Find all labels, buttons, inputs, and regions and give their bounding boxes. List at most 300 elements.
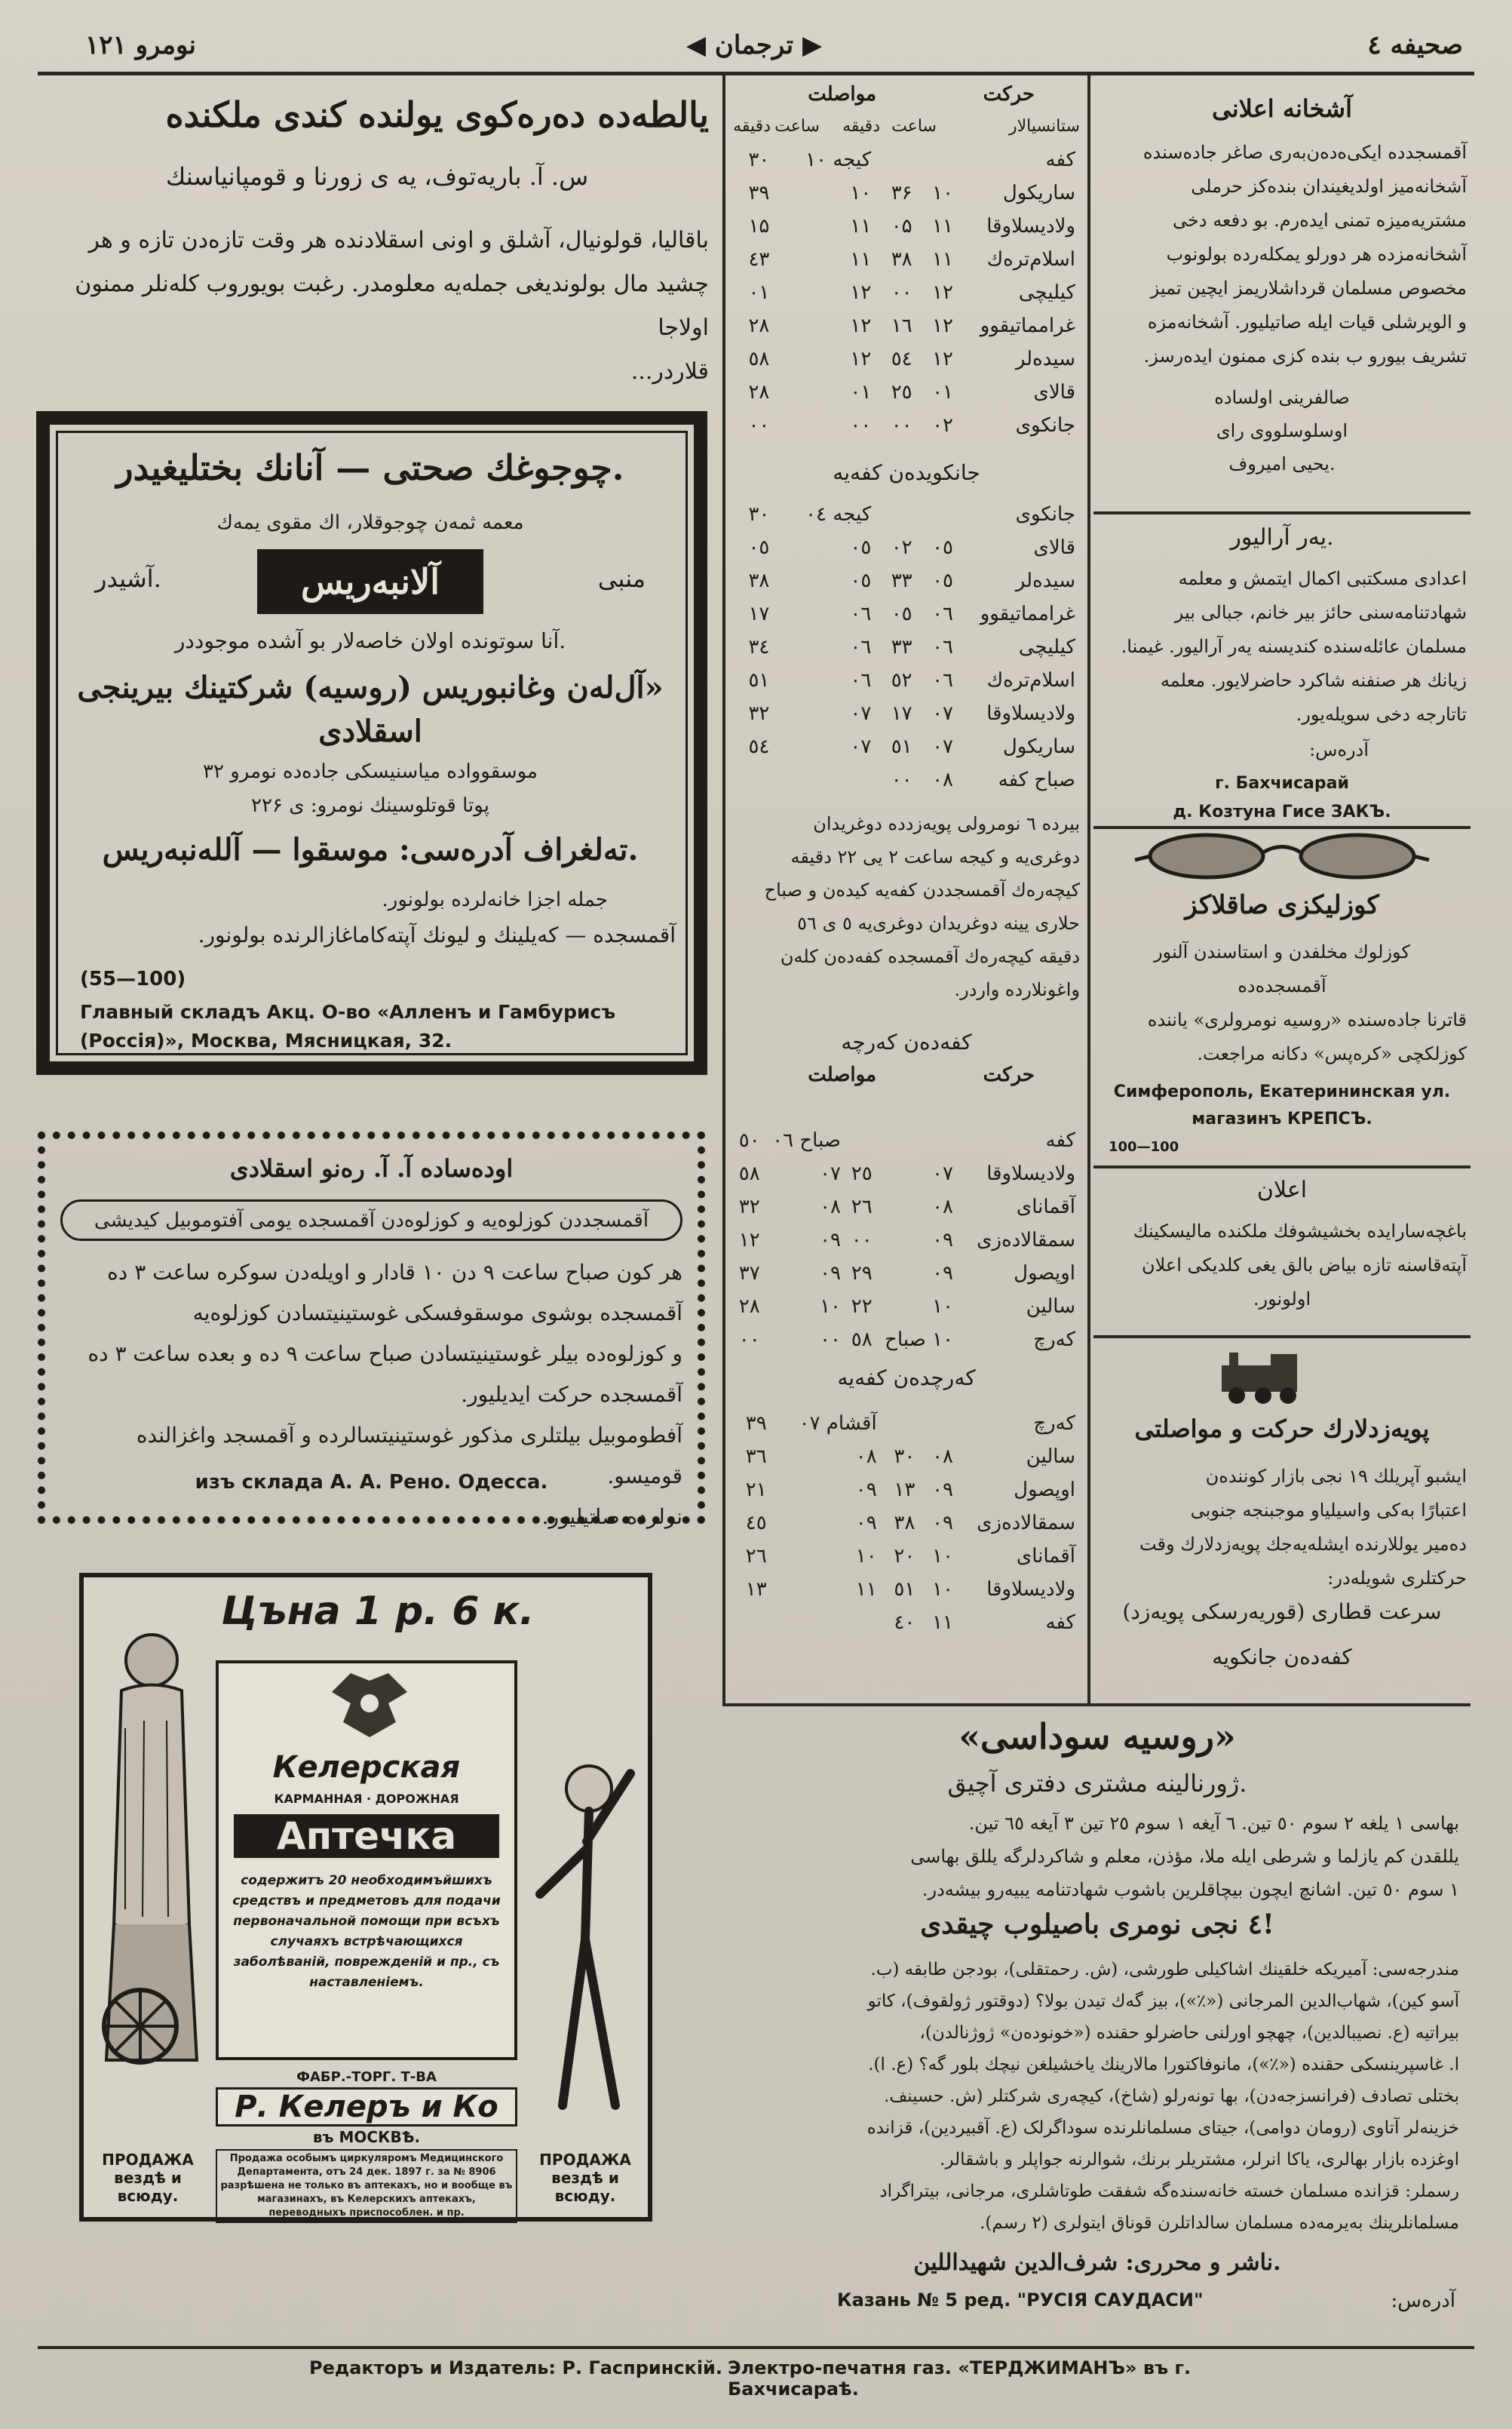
train-ad-line: دەمیر یوللارنده ایشله‌یه‌جك پویەزدلارك وقت — [1139, 1534, 1467, 1555]
teacher-address-line-1: г. Бахчисарай — [1215, 774, 1349, 793]
timetable-cell-station: قالای — [1033, 536, 1075, 559]
teacher-ad-line: اعدادی مسکتبی اکمال ایتمش و معلمه — [1178, 568, 1467, 589]
col-stations: ستانسیالار — [1008, 117, 1080, 136]
timetable-cell-departure-minute: ۳۲ — [738, 1196, 760, 1218]
right-rule-2 — [1093, 826, 1471, 829]
timetable-cell-arrival-hour: ۰۸ — [932, 769, 953, 791]
timetable-cell-departure-hour: ۰٥ — [850, 570, 872, 592]
timetable-cell-arrival-minute: ۰۰ — [851, 1229, 873, 1251]
timetable-cell-departure-minute: ۳۹ — [748, 182, 770, 204]
timetable-cell-arrival-hour: ۰۹ — [932, 1512, 953, 1534]
timetable-row — [733, 243, 1080, 276]
glasses-ad-code: 100—100 — [1109, 1139, 1179, 1155]
train-ad-express: سرعت قطاری (قوریەرسکی پویەزد) — [1122, 1599, 1442, 1624]
timetable-cell-departure-minute: ۰۰ — [738, 1328, 760, 1351]
pharmacy-firm: Р. Келеръ и Ко — [216, 2087, 517, 2127]
timetable-row — [733, 1290, 1080, 1323]
renault-ad-line: و کوزلوه‌ده بیلر غوستینیتسادن صباح ساعت ۹ ده و بعده ساعت ۳ ده — [87, 1341, 682, 1366]
timetable-cell-arrival-minute: ۳۳ — [891, 636, 912, 659]
pharmacy-subtitle: КАРМАННАЯ · ДОРОЖНАЯ — [274, 1792, 459, 1806]
teacher-address-line-2: д. Козтуна Гисе ЗАКЪ. — [1173, 803, 1391, 821]
timetable-cell-departure-minute: ٥۸ — [748, 348, 770, 370]
timetable-cell-arrival-hour: ۱۲ — [932, 281, 953, 304]
timetable-cell-departure-hour: ۰۰ — [850, 414, 872, 437]
timetable-row — [733, 1540, 1080, 1573]
rossiya-address-label: آدرەس: — [1391, 2289, 1455, 2312]
footer-rule — [38, 2346, 1474, 2349]
timetable-cell-departure-hour: ۰٥ — [850, 536, 872, 559]
rossiya-price-line: بهاسی ۱ یلغه ۲ سوم ٥۰ تین. ٦ آیغه ۱ سوم ۲٥ تین ۳ آیغه ٦٥ تین. — [968, 1813, 1459, 1834]
allenburys-russian-line: Главный складъ Акц. О-во «Алленъ и Гамбурисъ (Россія)», Москва, Мясницкая, 32. — [80, 1001, 616, 1052]
timetable-cell-station: صباح کفه — [998, 769, 1075, 791]
yalta-ad-title: یالطه‌ده دەرەکوی یولنده کندی ملکنده — [165, 94, 709, 135]
renault-ad-body — [60, 1252, 682, 1537]
timetable-cell-arrival-hour: ۰٦ — [932, 603, 953, 625]
allenburys-brand-row — [65, 549, 676, 617]
rossiya-price-line: ۱ سوم ٥۰ تین. اشانچ ایچون بیچاقلرین باشوب شهادتنامه یبیەرو بیشەدر. — [922, 1879, 1459, 1900]
timetable-cell-arrival-minute — [845, 1124, 877, 1157]
renault-ad-russian-line: изъ склада А. А. Рено. Одесса. — [195, 1471, 548, 1494]
timetable-cell-arrival-minute: ۰۵ — [891, 215, 912, 238]
timetable-row — [733, 1224, 1080, 1257]
right-rule-1 — [1093, 511, 1471, 514]
canteen-ad-line: آقمسجدده ایکی‌ه‌دەن‌بەری صاغر جاده‌سنده — [1142, 142, 1467, 163]
timetable-cell-arrival-minute: ۲۲ — [851, 1295, 873, 1318]
timetable-cell-station: قالای — [1033, 381, 1075, 404]
timetable-cell-arrival-hour — [917, 143, 958, 177]
allenburys-address-1: موسقوواده میاسنیسکی جاده‌ده نومرو ۳۲ — [203, 760, 538, 783]
pharmacy-sale-right: ПРОДАЖА вездѣ и всюду. — [539, 2151, 631, 2205]
timetable-section-3-title: کفەدەن کەرچه — [841, 1030, 972, 1055]
train-ad-line: اعتبارًا بەکی واسیلیاو موجبنجه جنوبی — [1190, 1500, 1467, 1521]
pharmacy-ad-frame — [79, 1573, 652, 2222]
allenburys-ad-title: چوجوغك صحتی — آنانك بختلیغیدر. — [116, 447, 624, 488]
glasses-ad-line: کوزلوك مخلفدن و استاسندن آلنور — [1154, 941, 1410, 963]
timetable-row — [733, 1440, 1080, 1473]
notice-ad-line: آپته‌قاسنه تازه بیاض بالق یغی کلدیکی اعلان — [1141, 1254, 1467, 1276]
timetable-row — [733, 1573, 1080, 1606]
rossiya-contents-line: بختلی تصادف (فرانسزجەدن)، بها تونەرلو (شاخ)، کیچه‌ری شرکتلر (ش. حسینف. — [884, 2087, 1459, 2106]
timetable-cell-departure-minute: ٥۸ — [738, 1162, 760, 1185]
timetable-cell-arrival-minute: ۱٦ — [891, 315, 912, 337]
timetable-cell-arrival-minute: ٥۱ — [891, 735, 912, 758]
timetable-row — [733, 1124, 1080, 1157]
timetable-cell-departure-minute: ۲۱ — [745, 1479, 767, 1501]
col-arr-hour: ساعت — [891, 117, 937, 136]
timetable-cell-departure-minute: ۱۷ — [748, 603, 770, 625]
timetable-cell-arrival-hour: ۰۱ — [932, 381, 953, 404]
timetable-cell-departure-minute: ۳٦ — [745, 1445, 767, 1468]
rossiya-contents-line: بیراتیه (ع. نصیبالدین)، چهچو اورلنی حاضرلو حقنده («خونوده‌ن» ژوژنالدن)، — [919, 2023, 1459, 2043]
timetable-cell-arrival-hour: ۰۹ — [932, 1479, 953, 1501]
canteen-sign-line: صالفرینی اولساده — [1214, 387, 1350, 408]
pharmacy-sale-left: ПРОДАЖА вездѣ и всюду. — [102, 2151, 194, 2205]
timetable-cell-departure-hour: ۰۹ — [855, 1479, 877, 1501]
footer-editor: Редакторъ и Издатель: Р. Гаспринскій. — [309, 2357, 722, 2378]
hermes-figure-right-icon — [517, 1743, 646, 2136]
right-rule-3 — [1093, 1165, 1471, 1168]
timetable-cell-arrival-hour — [877, 1124, 958, 1157]
allenburys-code: (55—100) — [80, 968, 186, 990]
col-arr-min: دقیقه — [842, 117, 880, 136]
rossiya-price-line: یللقدن کم یازلما و شرطی ایله ملا، مؤذن، معلم و شاکردلرگه یللق بهاسی — [910, 1846, 1459, 1867]
timetable-subheader — [733, 117, 1080, 143]
timetable-note-line: واغونلاردە واردر. — [954, 979, 1080, 1000]
pharmacy-title: Аптечка — [234, 1814, 499, 1858]
timetable-table — [733, 143, 1080, 442]
column-rule-left — [722, 75, 725, 1705]
timetable-cell-station: اسلام‌تره‌ك — [986, 248, 1075, 271]
timetable-cell-arrival-minute: ۰۲ — [891, 536, 912, 559]
timetable-row — [733, 1157, 1080, 1190]
glasses-ad-line: آقمسجده‌ده — [1238, 975, 1326, 996]
timetable-cell-station: ولادیسلاوقا — [986, 1162, 1075, 1185]
teacher-ad-line: زیانك هر صنفنه شاکرد حاضرلایور. معلمه — [1160, 670, 1467, 691]
rossiya-top-rule — [722, 1703, 1471, 1706]
timetable-row — [733, 763, 1080, 797]
rossiya-contents-line: رسملر: قزانده مسلمان خسته خانه‌سنده‌گه شفقت طوتاشلری، مرجانی، بیتراگراد — [879, 2182, 1459, 2201]
timetable-row — [733, 309, 1080, 342]
renault-ad-title: اوده‌ساده آ. آ. رەنو اسقلادی — [229, 1154, 514, 1183]
header-ornament-right-icon: ▶ — [802, 30, 823, 60]
rossiya-contents-line: مسلمانلرینك بەیرمەده مسلمان سالداتلرن قوناق ایتولری (۲ رسم). — [980, 2213, 1459, 2233]
timetable-cell-arrival-minute: ۱۷ — [891, 702, 912, 725]
timetable-cell-departure-hour: ۰۷ — [820, 1162, 842, 1185]
timetable-header-3 — [733, 1064, 1080, 1094]
canteen-sign-line: اوسلوسلووی رای — [1216, 420, 1348, 441]
renault-ad-line: آقمسجده حرکت ایدیلیور. — [461, 1382, 682, 1407]
timetable-cell-arrival-minute: ۳۳ — [891, 570, 912, 592]
glasses-ad-body — [1097, 935, 1467, 1071]
wheel-icon — [99, 1985, 182, 2068]
pharmacy-firm-top: ФАБР.-ТОРГ. Т-ВА — [296, 2069, 437, 2085]
teacher-ad-line: تاتارجه دخی سویله‌یور. — [1296, 704, 1467, 725]
timetable-cell-departure-hour: ۰٦ — [850, 636, 872, 659]
rossiya-address: Казань № 5 ред. "РУСІЯ САУДАСИ" — [837, 2289, 1204, 2311]
glasses-ad-title: کوزلیکزی صاقلاکز — [1185, 890, 1379, 920]
timetable-cell-station: اوپصول — [1014, 1479, 1075, 1501]
timetable-cell-departure-minute: ۲۸ — [738, 1295, 760, 1318]
timetable-row — [733, 409, 1080, 442]
teacher-ad-address-label: آدرەس: — [1309, 739, 1369, 760]
allenburys-ad-subtitle: معمه ثمه‌ن چوجوقلار، اك مقوی یمه‌ك — [216, 511, 524, 534]
timetable-row — [733, 276, 1080, 309]
timetable-section-2-title: جانکویدەن کفه‌یه — [833, 460, 980, 485]
timetable-cell-departure-minute: ۳۹ — [745, 1412, 767, 1435]
timetable-header — [733, 83, 1080, 113]
glasses-ad-address — [1097, 1079, 1467, 1133]
timetable-cell-station: کەرچ — [1033, 1328, 1075, 1351]
timetable-cell-arrival-minute: ٤۰ — [894, 1611, 915, 1634]
timetable-section-4-title: کەرچدەن کفه‌یه — [837, 1365, 976, 1390]
timetable-cell-departure-hour: ۰۸ — [855, 1445, 877, 1468]
canteen-ad-line: تشریف بیورو ب بنده کزی ممنون ایدەرسز. — [1143, 345, 1467, 367]
allenburys-telegraph: تەلغراف آدرەسی: موسقوا — آلله‌نبه‌ریس. — [102, 832, 639, 868]
header-ornament-left-icon: ◀ — [685, 30, 707, 60]
timetable-cell-station: کفه — [1045, 149, 1075, 171]
timetable-cell-station: کیلیچی — [1018, 281, 1075, 304]
col-dep-hour: ساعت — [774, 117, 820, 136]
timetable-cell-arrival-minute: ٥۱ — [894, 1578, 915, 1601]
timetable-block-kefe-kerch — [733, 1124, 1080, 1356]
timetable-cell-departure-minute — [733, 1606, 771, 1639]
timetable-cell-departure-minute: ٥٤ — [748, 735, 770, 758]
timetable-cell-departure-hour: کیجه ۱۰ — [805, 149, 872, 171]
timetable-row — [733, 1407, 1080, 1440]
allenburys-brand-logo: آلانبه‌ریس — [257, 549, 483, 614]
timetable-cell-departure-hour: ۱۰ — [855, 1545, 877, 1568]
timetable-cell-arrival-minute: ۳۸ — [894, 1512, 915, 1534]
canteen-ad-body — [1097, 136, 1467, 373]
timetable-header-3-departure: حرکت — [983, 1064, 1035, 1086]
timetable-header-3-arrival: مواصلت — [808, 1064, 876, 1086]
renault-ad-frame — [38, 1132, 705, 1529]
timetable-note-line: حلاری یینه دوغریدان دوغری‌یه ٥ ی ٥٦ — [797, 913, 1080, 934]
footer-printer: Электро-печатня газ. «ТЕРДЖИМАНЪ» въ г. Бахчисараѣ. — [728, 2357, 1192, 2400]
pharmacy-permit-note: Продажа особымъ циркуляромъ Медицинского Департамента, отъ 24 дек. 1897 г. за № 8906 разрѣшена не только въ аптекахъ, но и вообще въ магазинахъ, въ Келерскихъ аптекахъ, переводныхъ приспособлен. и пр. — [216, 2149, 517, 2223]
timetable-cell-station: اوپصول — [1014, 1262, 1075, 1285]
timetable-cell-arrival-minute: ۲۹ — [851, 1262, 873, 1285]
eagle-emblem-icon — [328, 1669, 411, 1745]
timetable-note-line: دقیقه کیچەرەك آقمسجده کفەدەن کلەن — [780, 946, 1080, 967]
header-rule — [38, 72, 1474, 75]
allenburys-line-b: جمله اجزا خانه‌لرده بولونور. — [382, 889, 608, 911]
timetable-cell-station: غرامماتیقوو — [980, 603, 1075, 625]
timetable-cell-arrival-minute: ۳۰ — [894, 1445, 915, 1468]
timetable-cell-arrival-minute: ۱۳ — [894, 1479, 915, 1501]
rossiya-prices — [735, 1807, 1459, 1906]
timetable-row — [733, 143, 1080, 177]
eyeglasses-icon — [1131, 830, 1433, 883]
timetable-cell-station: سالین — [1026, 1445, 1075, 1468]
allenburys-ad-frame — [36, 411, 707, 1075]
rossiya-publisher: ناشر و محرری: شرف‌الدین شهیداللین. — [913, 2249, 1281, 2276]
timetable-table — [733, 1124, 1080, 1356]
timetable-cell-arrival-hour: ۰۲ — [932, 414, 953, 437]
canteen-ad-line: آشخانه‌میز اولدیغیندان بنده‌کز حرملی — [1191, 176, 1467, 197]
timetable-cell-arrival-hour: ۱۱ — [932, 1611, 953, 1634]
timetable-cell-arrival-minute: ۲۰ — [894, 1545, 915, 1568]
timetable-note-line: دوغری‌یه و کیجه ساعت ۲ یی ۲۲ دقیقه — [790, 846, 1080, 868]
header-title-text: ترجمان — [714, 30, 794, 60]
timetable-cell-arrival-minute: ٥٤ — [891, 348, 912, 370]
timetable-cell-station: غرامماتیقوو — [980, 315, 1075, 337]
timetable-cell-arrival-minute — [876, 143, 916, 177]
timetable-cell-arrival-hour: ۱۲ — [932, 348, 953, 370]
glasses-address-line-2: магазинъ КРЕПСЪ. — [1192, 1110, 1372, 1129]
timetable-cell-departure-minute: ۲۸ — [748, 381, 770, 404]
timetable-cell-departure-minute: ۳٤ — [748, 636, 770, 659]
rossiya-subtitle: ژورنالینه مشتری دفتری آچیق. — [947, 1769, 1247, 1798]
timetable-note — [733, 807, 1080, 1006]
timetable-cell-departure-hour — [774, 763, 876, 797]
renault-ad-line: آقمسجده بوشوی موسقوفسکی غوستینیتسادن کوزلوه‌یه — [192, 1300, 682, 1325]
allenburys-line-c: آقمسجده — کەیلینك و لیونك آپته‌کاماغازالرنده بولونور. — [198, 923, 676, 947]
timetable-row — [733, 730, 1080, 763]
timetable-cell-departure-minute — [733, 763, 774, 797]
timetable-cell-departure-minute: ٤۳ — [748, 248, 770, 271]
timetable-row — [733, 531, 1080, 564]
allenburys-line-a: آنا سوتونده اولان خاصه‌لار بو آشده موجوددر. — [174, 628, 566, 653]
rossiya-contents-line: آسو کین)، شهاب‌الدین المرجانی («٪»)، بیز گەك تیدن بولا؟ (دوقتور ژولقوف)، کاتو — [867, 1991, 1459, 2011]
timetable-block-kerch-kefe — [733, 1407, 1080, 1639]
renault-ad-line: آفطوموبیل بیلتلری مذکور غوستینیتسالرده و آقمسجد واغزالنده قومیسو. — [136, 1423, 682, 1488]
timetable-cell-departure-hour: ۰۷ — [850, 702, 872, 725]
train-ad-line: ایشبو آپریلك ۱۹ نجی بازار کونندەن — [1205, 1466, 1467, 1487]
timetable-cell-arrival-hour: ۰٦ — [932, 669, 953, 692]
timetable-cell-arrival-hour: ۰۸ — [932, 1196, 953, 1218]
renault-ad-line: هر کون صباح ساعت ۹ دن ۱۰ قادار و اویله‌دن سوکره ساعت ۳ ده — [107, 1260, 682, 1285]
renault-ad-route-banner: آقمسجددن کوزلوه‌یه و کوزلوه‌دن آقمسجده یومی آفتوموبیل کیدیشی — [60, 1199, 682, 1241]
timetable-cell-arrival-hour: ۰۷ — [932, 735, 953, 758]
glasses-ad-line: قاترنا جاده‌سنده «روسیه نومرولری» یاننده — [1147, 1009, 1467, 1030]
timetable-cell-departure-minute: ٥۰ — [738, 1129, 760, 1152]
timetable-cell-departure-minute: ۳۰ — [748, 149, 770, 171]
rossiya-issue: ٤ نجی نومری باصیلوب چیقدی! — [920, 1908, 1274, 1940]
timetable-row — [733, 498, 1080, 531]
timetable-cell-station: اسلام‌تره‌ك — [986, 669, 1075, 692]
timetable-cell-departure-hour: ۱۰ — [820, 1295, 842, 1318]
timetable-header-arrival: مواصلت — [808, 83, 876, 106]
timetable-cell-departure-hour: ۰٦ — [850, 603, 872, 625]
timetable-cell-departure-hour — [771, 1606, 882, 1639]
timetable-cell-arrival-hour: ۰۹ — [932, 1262, 953, 1285]
timetable-cell-departure-hour: ۰۱ — [850, 381, 872, 404]
header-newspaper-title — [664, 30, 845, 60]
timetable-row — [733, 177, 1080, 210]
canteen-ad-line: آشخانەمزده هر دورلو یمکله‌رده بولونوب — [1166, 244, 1467, 265]
timetable-row — [733, 697, 1080, 730]
timetable-cell-departure-hour: ۰۹ — [855, 1512, 877, 1534]
timetable-cell-station: کفه — [1045, 1129, 1075, 1152]
header-page-number: صحیفه ٤ — [1367, 30, 1463, 60]
timetable-cell-station: سمقالادەزی — [977, 1229, 1075, 1251]
timetable-cell-departure-minute: ۱۲ — [738, 1229, 760, 1251]
timetable-cell-arrival-minute: ۰۰ — [891, 769, 912, 791]
timetable-row — [733, 564, 1080, 597]
timetable-cell-station: جانکوی — [1015, 503, 1075, 526]
timetable-row — [733, 342, 1080, 376]
canteen-ad-line: و الویرشلی قیات ایله صاتیلیور. آشخانەمزه — [1147, 312, 1467, 333]
timetable-table — [733, 1407, 1080, 1639]
timetable-cell-departure-hour: ۱۱ — [850, 215, 872, 238]
timetable-cell-arrival-hour — [917, 498, 958, 531]
timetable-cell-station: ولادیسلاوقا — [986, 215, 1075, 238]
timetable-note-line: کیچەرەك آقمسجددن کفه‌یه کیدەن و صباح — [764, 880, 1080, 901]
timetable-header-departure: حرکت — [983, 83, 1035, 106]
timetable-cell-departure-hour: ۰۰ — [820, 1328, 842, 1351]
timetable-cell-departure-hour: ۰۹ — [820, 1262, 842, 1285]
timetable-cell-arrival-hour: ۰۷ — [932, 702, 953, 725]
pharmacy-kit-panel — [216, 1660, 517, 2060]
teacher-ad-address — [1097, 769, 1467, 827]
timetable-cell-arrival-hour: ۰٦ — [932, 636, 953, 659]
timetable-row — [733, 210, 1080, 243]
timetable-cell-arrival-minute: ۰۰ — [891, 414, 912, 437]
right-rule-4 — [1093, 1335, 1471, 1338]
rossiya-title: «روسیه سوداسی» — [958, 1716, 1236, 1757]
timetable-cell-station: ولادیسلاوقا — [986, 702, 1075, 725]
timetable-cell-departure-hour: ۰۹ — [820, 1229, 842, 1251]
timetable-cell-departure-minute: ۲۸ — [748, 315, 770, 337]
timetable-row — [733, 1606, 1080, 1639]
timetable-cell-station: سیدەلر — [1015, 570, 1075, 592]
canteen-ad-line: مشتریه‌میزه تمنی ایدەرم. بو دفعه دخی — [1173, 210, 1467, 231]
timetable-cell-departure-hour: ۱۲ — [850, 348, 872, 370]
timetable-cell-arrival-hour: ۱۰ صباح — [885, 1328, 953, 1351]
column-rule-right — [1087, 75, 1090, 1705]
timetable-cell-arrival-minute: ۲٥ — [891, 381, 912, 404]
col-dep-min: دقیقه — [733, 117, 771, 136]
timetable-cell-departure-minute: ۱۵ — [748, 215, 770, 238]
timetable-cell-departure-minute: ۰۱ — [748, 281, 770, 304]
canteen-sign-line: یحیی امیروف. — [1228, 453, 1336, 474]
timetable-cell-station: سمقالادەزی — [977, 1512, 1075, 1534]
timetable-row — [733, 631, 1080, 664]
glasses-address-line-1: Симферополь, Екатерининская ул. — [1113, 1082, 1451, 1101]
timetable-cell-station: آقمانای — [1016, 1545, 1075, 1568]
timetable-cell-departure-minute: ۳۰ — [748, 503, 770, 526]
timetable-cell-arrival-minute — [876, 498, 916, 531]
timetable-cell-arrival-hour: ۰٥ — [932, 536, 953, 559]
timetable-cell-arrival-minute: ۳۶ — [891, 182, 912, 204]
timetable-cell-departure-hour: ۱۲ — [850, 315, 872, 337]
timetable-cell-arrival-minute: ۲٥ — [851, 1162, 873, 1185]
timetable-cell-arrival-hour: ۱۱ — [932, 248, 953, 271]
timetable-cell-departure-hour: ۰٦ — [850, 669, 872, 692]
train-ad-body — [1097, 1460, 1467, 1595]
timetable-row — [733, 1473, 1080, 1506]
timetable-cell-departure-minute: ٥۱ — [748, 669, 770, 692]
yalta-ad-line: باقالیا، قولونیال، آشلق و اونی اسقلادنده هر وقت تازه‌دن تازه و هر — [88, 227, 709, 253]
timetable-cell-arrival-minute: ۲٦ — [851, 1196, 873, 1218]
timetable-table — [733, 498, 1080, 797]
pharmacy-firm-city: въ МОСКВѢ. — [312, 2128, 421, 2146]
timetable-block-jankoy-kefe — [733, 498, 1080, 797]
timetable-cell-arrival-minute: ۰۰ — [891, 281, 912, 304]
timetable-cell-station: آقمانای — [1016, 1196, 1075, 1218]
allenburys-brand-post: آشیدر. — [95, 564, 161, 593]
teacher-ad-body — [1097, 562, 1467, 732]
timetable-row — [733, 1506, 1080, 1540]
allenburys-brand-pre: منبی — [597, 564, 646, 593]
timetable-cell-station: سیدەلر — [1015, 348, 1075, 370]
pharmacy-price: Цъна 1 р. 6 к. — [221, 1589, 535, 1634]
allenburys-firm: «آل‌له‌ن وغانبوریس (روسیه) شرکتینك بیرینجی اسقلادی — [77, 670, 664, 749]
timetable-cell-departure-minute: ٤٥ — [745, 1512, 767, 1534]
rossiya-contents-line: ا. غاسپرینسکی حقنده («٪»)، مانوفاکتورا مالارینك یاخشیلغن نیچك بلور گه؟ (ع. ا). — [868, 2055, 1459, 2074]
rossiya-contents-line: خزینه‌لر آتاوی (رومان دوامی)، جیتای مسلمانلرنده سوداگرلک (ع. آقبیردین)، قزانده — [866, 2118, 1459, 2138]
timetable-cell-arrival-hour: ۰۷ — [932, 1162, 953, 1185]
canteen-ad-title: آشخانه اعلانی — [1212, 94, 1352, 123]
timetable-row — [733, 1257, 1080, 1290]
yalta-ad-line: چشید مال بولوندیغی جمله‌یه معلومدر. رغبت بویوروب کلەنلر ممنون اولاجا — [75, 271, 709, 341]
timetable-row — [733, 376, 1080, 409]
timetable-cell-arrival-minute — [882, 1407, 920, 1440]
timetable-cell-departure-minute: ۱۳ — [745, 1578, 767, 1601]
timetable-cell-station: سالین — [1026, 1295, 1075, 1318]
rossiya-contents-line: مندرجه‌سی: آمیریکه خلقینك اشاکیلی طورشی، (ش. رحمتقلی)، بودجن طابقه (ب. — [870, 1960, 1459, 1979]
notice-ad-body — [1097, 1214, 1467, 1316]
timetable-cell-station: ولادیسلاوقا — [986, 1578, 1075, 1601]
canteen-ad-line: مخصوص مسلمان قرداشلاریمز ایچین تمیز — [1150, 278, 1467, 299]
locomotive-icon — [1214, 1347, 1305, 1407]
timetable-note-line: بیرده ٦ نومرولی پویەزدده دوغریدان — [813, 813, 1080, 834]
notice-ad-title: اعلان — [1256, 1177, 1308, 1203]
train-ad-title: پویەزدلارك حرکت و مواصلتی — [1134, 1414, 1430, 1443]
train-ad-line: حرکتلری شویله‌در: — [1327, 1568, 1467, 1589]
timetable-cell-arrival-hour: ۱۲ — [932, 315, 953, 337]
